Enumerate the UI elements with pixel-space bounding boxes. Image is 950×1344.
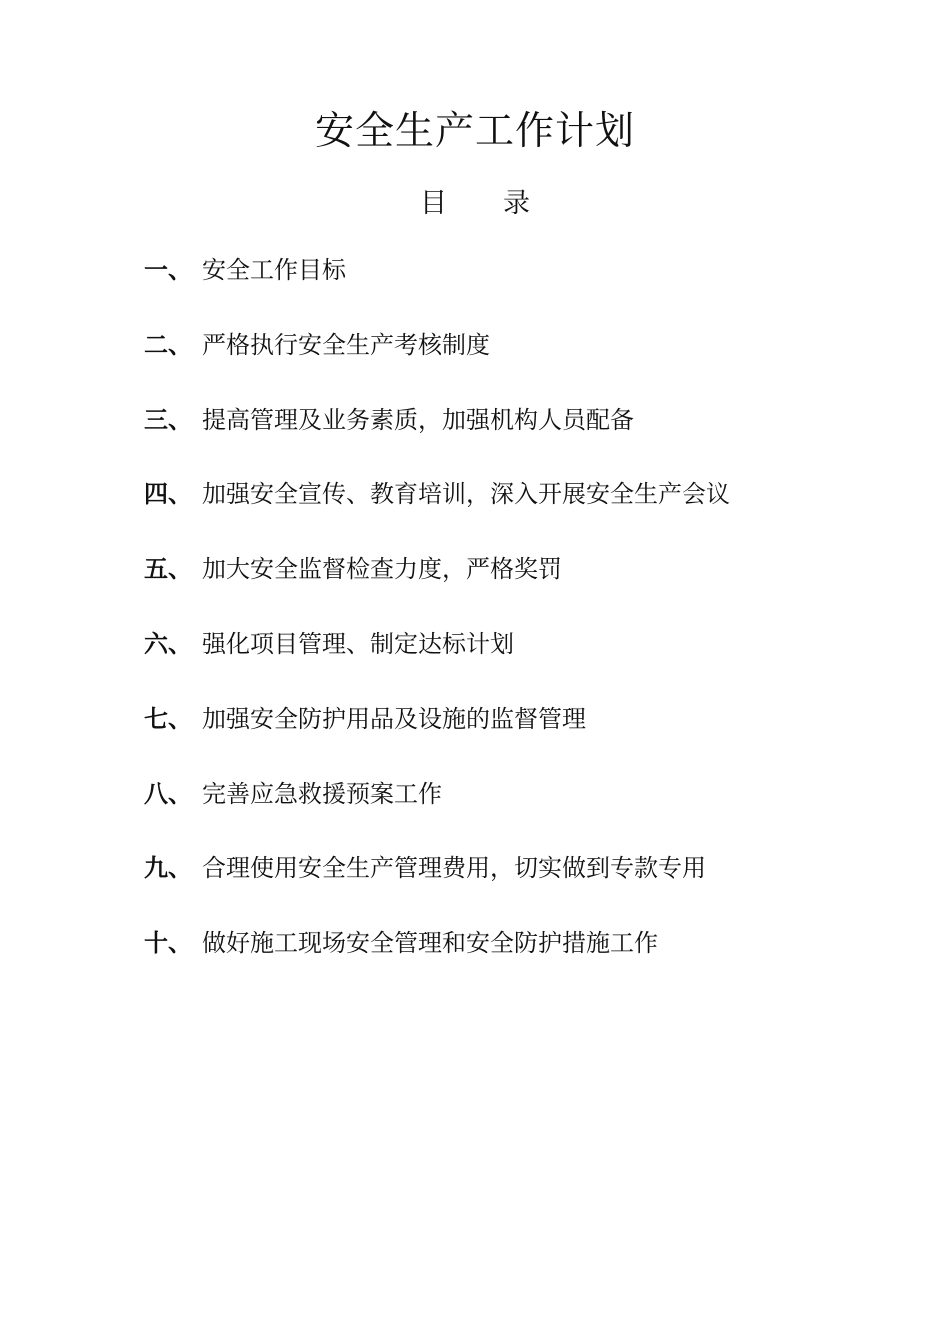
toc-item-5	[144, 551, 904, 626]
toc-item-text: 加强安全宣传、教育培训，深入开展安全生产会议	[202, 480, 730, 509]
toc-item-3	[144, 402, 904, 477]
toc-item-text: 安全工作目标	[202, 256, 346, 284]
toc-item-4	[144, 476, 904, 551]
toc-item-8	[144, 776, 904, 851]
toc-item-text: 加强安全防护用品及设施的监督管理	[202, 704, 586, 733]
document-title: 安全生产工作计划	[314, 109, 635, 154]
toc-item-number: 四、	[144, 480, 192, 509]
toc-item-text: 严格执行安全生产考核制度	[202, 330, 490, 359]
toc-item-text: 提高管理及业务素质，加强机构人员配备	[202, 405, 634, 434]
toc-item-number: 九、	[144, 854, 192, 883]
toc-heading	[0, 186, 950, 222]
toc-item-1	[144, 252, 904, 327]
toc-item-text: 加大安全监督检查力度，严格奖罚	[202, 555, 562, 584]
toc-item-number: 十、	[144, 929, 192, 958]
toc-item-number: 三、	[144, 405, 192, 434]
toc-item-2	[144, 327, 904, 402]
toc-item-7	[144, 701, 904, 776]
toc-item-10	[144, 925, 904, 1000]
toc-item-number: 一、	[144, 256, 192, 284]
toc-item-9	[144, 850, 904, 925]
toc-list	[144, 252, 904, 1000]
toc-item-number: 六、	[144, 629, 192, 658]
toc-item-number: 五、	[144, 555, 192, 584]
toc-item-text: 强化项目管理、制定达标计划	[202, 629, 514, 658]
toc-item-number: 八、	[144, 779, 192, 808]
toc-item-6	[144, 626, 904, 701]
toc-item-number: 七、	[144, 704, 192, 733]
toc-item-text: 完善应急救援预案工作	[202, 779, 442, 808]
toc-heading-char-1: 目	[420, 188, 447, 219]
toc-item-text: 合理使用安全生产管理费用，切实做到专款专用	[202, 854, 706, 883]
toc-item-number: 二、	[144, 330, 192, 359]
toc-item-text: 做好施工现场安全管理和安全防护措施工作	[202, 929, 658, 958]
toc-heading-char-2: 录	[503, 188, 530, 219]
